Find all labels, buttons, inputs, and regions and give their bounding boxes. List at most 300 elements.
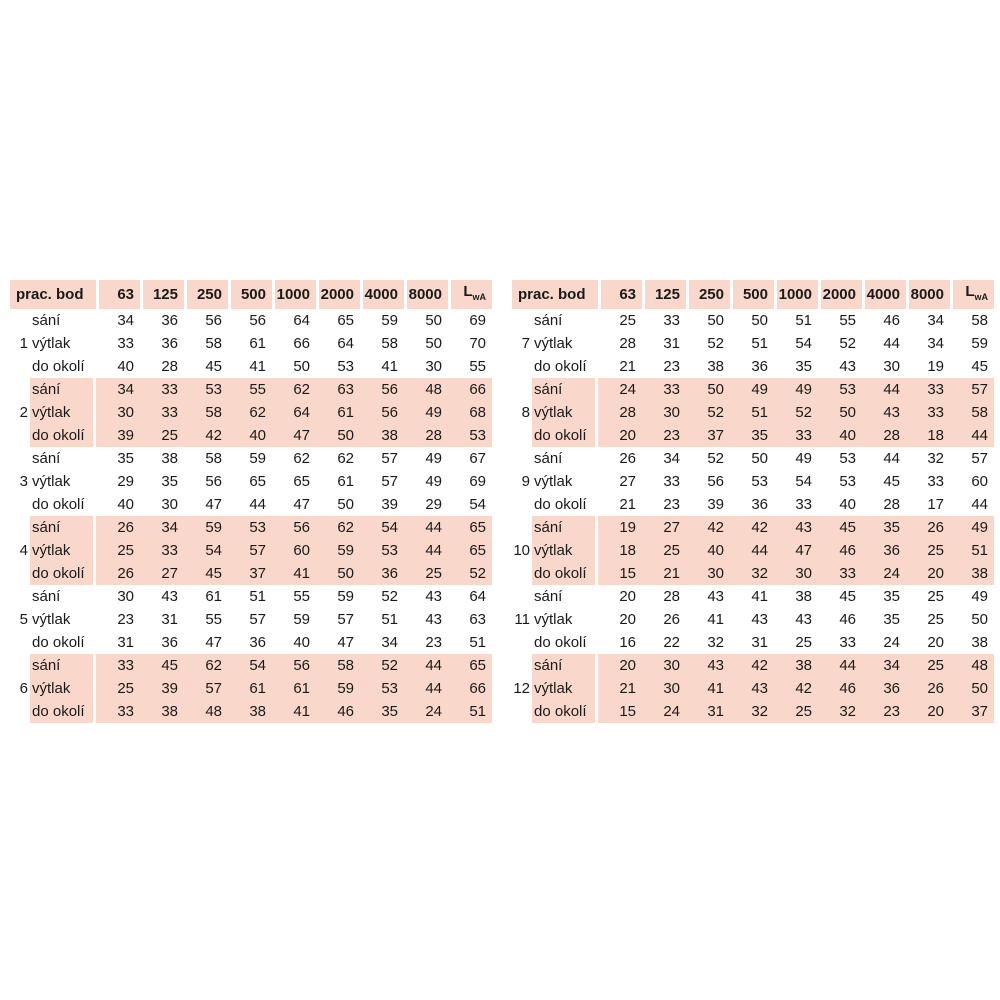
- noise-table-left: [10, 280, 492, 723]
- value-cell: 39: [140, 677, 184, 700]
- value-cell: 28: [161, 358, 178, 375]
- value-cell: 48: [404, 378, 448, 401]
- value-cell: 37: [686, 424, 730, 447]
- value-cell: 51: [249, 588, 266, 605]
- header-lwa-symbol: L: [965, 283, 975, 300]
- value-cell: 59: [316, 677, 360, 700]
- value-cell: 65: [293, 473, 310, 490]
- value-cell: 26: [663, 611, 680, 628]
- point-number: 12: [512, 654, 532, 723]
- value-cell: 35: [795, 358, 812, 375]
- value-cell: 41: [686, 677, 730, 700]
- value-cell: 49: [425, 473, 442, 490]
- value-cell: 25: [906, 654, 950, 677]
- value-cell: 30: [774, 562, 818, 585]
- table-row: [10, 608, 492, 631]
- value-cell: 28: [619, 335, 636, 352]
- value-cell: 35: [883, 588, 900, 605]
- point-number: 8: [512, 378, 532, 447]
- header-lwa-symbol: L: [463, 283, 473, 300]
- value-cell: 52: [360, 654, 404, 677]
- lwa-cell: 63: [469, 611, 486, 628]
- value-cell: 33: [906, 378, 950, 401]
- value-cell: 44: [404, 539, 448, 562]
- value-cell: 34: [140, 516, 184, 539]
- value-cell: 35: [730, 424, 774, 447]
- row-label: do okolí: [30, 700, 96, 723]
- value-cell: 53: [228, 516, 272, 539]
- table-row: [10, 562, 492, 585]
- row-label: do okolí: [532, 355, 598, 378]
- value-cell: 33: [140, 378, 184, 401]
- value-cell: 38: [707, 358, 724, 375]
- row-label: do okolí: [532, 493, 598, 516]
- table-row: [512, 378, 994, 401]
- value-cell: 23: [117, 611, 134, 628]
- value-cell: 26: [96, 562, 140, 585]
- lwa-cell: 51: [950, 539, 994, 562]
- value-cell: 31: [686, 700, 730, 723]
- value-cell: 36: [161, 335, 178, 352]
- value-cell: 42: [774, 677, 818, 700]
- row-label: výtlak: [30, 470, 96, 493]
- lwa-cell: 49: [950, 516, 994, 539]
- value-cell: 38: [795, 588, 812, 605]
- lwa-cell: 38: [950, 562, 994, 585]
- row-label: výtlak: [532, 608, 598, 631]
- table-row: [512, 608, 994, 631]
- value-cell: 43: [795, 611, 812, 628]
- value-cell: 43: [686, 654, 730, 677]
- point-number: 9: [521, 473, 530, 490]
- value-cell: 42: [686, 516, 730, 539]
- value-cell: 30: [425, 358, 442, 375]
- point-number: 3: [19, 473, 28, 490]
- row-label: do okolí: [30, 424, 96, 447]
- value-cell: 28: [883, 496, 900, 513]
- value-cell: 49: [730, 378, 774, 401]
- table-row: [10, 516, 492, 539]
- row-label: do okolí: [532, 631, 598, 654]
- value-cell: 46: [316, 700, 360, 723]
- value-cell: 40: [818, 424, 862, 447]
- value-cell: 23: [663, 358, 680, 375]
- value-cell: 42: [184, 424, 228, 447]
- row-label: sání: [30, 378, 96, 401]
- value-cell: 57: [228, 539, 272, 562]
- value-cell: 15: [598, 562, 642, 585]
- row-label: sání: [532, 447, 598, 470]
- value-cell: 36: [249, 634, 266, 651]
- value-cell: 16: [619, 634, 636, 651]
- value-cell: 18: [598, 539, 642, 562]
- value-cell: 64: [337, 335, 354, 352]
- value-cell: 47: [774, 539, 818, 562]
- value-cell: 50: [751, 312, 768, 329]
- value-cell: 24: [862, 562, 906, 585]
- value-cell: 49: [404, 401, 448, 424]
- value-cell: 31: [117, 634, 134, 651]
- value-cell: 21: [598, 677, 642, 700]
- value-cell: 58: [205, 335, 222, 352]
- table-row: [10, 332, 492, 355]
- value-cell: 51: [795, 312, 812, 329]
- table-row: [512, 332, 994, 355]
- header-freq: 63: [598, 280, 642, 309]
- table-row: [10, 539, 492, 562]
- value-cell: 34: [862, 654, 906, 677]
- value-cell: 33: [117, 335, 134, 352]
- value-cell: 57: [337, 611, 354, 628]
- header-freq: 250: [184, 280, 228, 309]
- value-cell: 62: [293, 450, 310, 467]
- table-row: [10, 355, 492, 378]
- value-cell: 34: [381, 634, 398, 651]
- value-cell: 25: [906, 539, 950, 562]
- value-cell: 25: [96, 677, 140, 700]
- value-cell: 50: [686, 378, 730, 401]
- lwa-cell: 68: [448, 401, 492, 424]
- value-cell: 30: [883, 358, 900, 375]
- value-cell: 26: [96, 516, 140, 539]
- value-cell: 30: [686, 562, 730, 585]
- value-cell: 36: [161, 312, 178, 329]
- lwa-cell: 55: [469, 358, 486, 375]
- value-cell: 38: [140, 700, 184, 723]
- table-row: [10, 447, 492, 470]
- header-freq: 500: [730, 280, 774, 309]
- value-cell: 55: [205, 611, 222, 628]
- value-cell: 41: [707, 611, 724, 628]
- value-cell: 39: [381, 496, 398, 513]
- value-cell: 40: [228, 424, 272, 447]
- value-cell: 33: [906, 401, 950, 424]
- value-cell: 47: [205, 496, 222, 513]
- value-cell: 50: [425, 312, 442, 329]
- point-number: 6: [10, 654, 30, 723]
- value-cell: 25: [140, 424, 184, 447]
- lwa-cell: 65: [448, 654, 492, 677]
- value-cell: 45: [883, 473, 900, 490]
- value-cell: 20: [927, 634, 944, 651]
- row-label: do okolí: [30, 562, 96, 585]
- row-label: výtlak: [30, 608, 96, 631]
- table-row: [10, 493, 492, 516]
- table-row: [512, 424, 994, 447]
- value-cell: 56: [249, 312, 266, 329]
- value-cell: 33: [140, 539, 184, 562]
- table-row: [10, 309, 492, 332]
- value-cell: 19: [598, 516, 642, 539]
- value-cell: 29: [425, 496, 442, 513]
- table-row: [512, 677, 994, 700]
- table-row: [10, 401, 492, 424]
- value-cell: 26: [619, 450, 636, 467]
- value-cell: 45: [205, 358, 222, 375]
- value-cell: 49: [774, 378, 818, 401]
- value-cell: 33: [839, 634, 856, 651]
- row-label: do okolí: [30, 355, 96, 378]
- value-cell: 53: [337, 358, 354, 375]
- value-cell: 25: [96, 539, 140, 562]
- value-cell: 56: [360, 401, 404, 424]
- lwa-cell: 48: [950, 654, 994, 677]
- value-cell: 20: [598, 654, 642, 677]
- row-label: do okolí: [30, 631, 96, 654]
- value-cell: 53: [360, 539, 404, 562]
- value-cell: 35: [862, 516, 906, 539]
- table-row: [512, 585, 994, 608]
- value-cell: 33: [818, 562, 862, 585]
- value-cell: 33: [795, 496, 812, 513]
- lwa-cell: 58: [950, 401, 994, 424]
- value-cell: 26: [906, 677, 950, 700]
- value-cell: 20: [619, 611, 636, 628]
- value-cell: 46: [818, 539, 862, 562]
- lwa-cell: 69: [469, 473, 486, 490]
- value-cell: 43: [839, 358, 856, 375]
- value-cell: 49: [425, 450, 442, 467]
- noise-table-right: [512, 280, 994, 723]
- header-point-label: prac. bod: [10, 280, 96, 309]
- value-cell: 38: [360, 424, 404, 447]
- lwa-cell: 52: [448, 562, 492, 585]
- value-cell: 30: [642, 654, 686, 677]
- row-label: výtlak: [532, 539, 598, 562]
- value-cell: 51: [381, 611, 398, 628]
- row-label: sání: [30, 516, 96, 539]
- value-cell: 28: [598, 401, 642, 424]
- value-cell: 58: [205, 450, 222, 467]
- value-cell: 53: [839, 450, 856, 467]
- value-cell: 25: [642, 539, 686, 562]
- row-label: do okolí: [532, 562, 598, 585]
- value-cell: 53: [839, 473, 856, 490]
- row-label: do okolí: [532, 700, 598, 723]
- value-cell: 57: [381, 473, 398, 490]
- value-cell: 30: [642, 401, 686, 424]
- value-cell: 40: [117, 496, 134, 513]
- value-cell: 46: [818, 677, 862, 700]
- value-cell: 46: [883, 312, 900, 329]
- value-cell: 18: [906, 424, 950, 447]
- value-cell: 66: [293, 335, 310, 352]
- header-lwa: [448, 280, 492, 309]
- value-cell: 44: [249, 496, 266, 513]
- value-cell: 31: [161, 611, 178, 628]
- value-cell: 55: [839, 312, 856, 329]
- value-cell: 24: [598, 378, 642, 401]
- lwa-cell: 65: [448, 539, 492, 562]
- row-label: sání: [30, 447, 96, 470]
- value-cell: 58: [381, 335, 398, 352]
- value-cell: 21: [619, 496, 636, 513]
- value-cell: 61: [316, 401, 360, 424]
- value-cell: 17: [927, 496, 944, 513]
- value-cell: 32: [818, 700, 862, 723]
- value-cell: 27: [619, 473, 636, 490]
- point-number: 10: [512, 516, 532, 585]
- lwa-cell: 57: [950, 378, 994, 401]
- value-cell: 59: [381, 312, 398, 329]
- value-cell: 15: [598, 700, 642, 723]
- header-freq: 125: [140, 280, 184, 309]
- value-cell: 52: [707, 450, 724, 467]
- value-cell: 23: [642, 424, 686, 447]
- value-cell: 65: [249, 473, 266, 490]
- value-cell: 31: [663, 335, 680, 352]
- value-cell: 42: [730, 654, 774, 677]
- value-cell: 25: [927, 611, 944, 628]
- table-row: [10, 700, 492, 723]
- value-cell: 38: [161, 450, 178, 467]
- value-cell: 58: [316, 654, 360, 677]
- value-cell: 57: [184, 677, 228, 700]
- value-cell: 45: [140, 654, 184, 677]
- table-row: [512, 447, 994, 470]
- row-label: sání: [30, 309, 96, 332]
- value-cell: 45: [818, 516, 862, 539]
- value-cell: 56: [205, 312, 222, 329]
- value-cell: 30: [642, 677, 686, 700]
- row-label: výtlak: [532, 332, 598, 355]
- value-cell: 47: [205, 634, 222, 651]
- value-cell: 36: [862, 539, 906, 562]
- value-cell: 56: [272, 654, 316, 677]
- value-cell: 47: [272, 424, 316, 447]
- point-number: 11: [514, 611, 530, 628]
- value-cell: 53: [818, 378, 862, 401]
- value-cell: 39: [96, 424, 140, 447]
- value-cell: 50: [316, 562, 360, 585]
- value-cell: 54: [228, 654, 272, 677]
- value-cell: 48: [184, 700, 228, 723]
- lwa-cell: 54: [469, 496, 486, 513]
- header-freq: 2000: [316, 280, 360, 309]
- value-cell: 28: [862, 424, 906, 447]
- lwa-cell: 49: [971, 588, 988, 605]
- table-row: [10, 631, 492, 654]
- table-row: [512, 355, 994, 378]
- value-cell: 56: [707, 473, 724, 490]
- row-label: výtlak: [532, 470, 598, 493]
- value-cell: 28: [404, 424, 448, 447]
- value-cell: 59: [293, 611, 310, 628]
- value-cell: 44: [862, 378, 906, 401]
- value-cell: 30: [96, 401, 140, 424]
- value-cell: 43: [862, 401, 906, 424]
- header-freq: 8000: [906, 280, 950, 309]
- value-cell: 49: [795, 450, 812, 467]
- row-label: výtlak: [30, 677, 96, 700]
- value-cell: 36: [161, 634, 178, 651]
- row-label: výtlak: [30, 539, 96, 562]
- value-cell: 25: [927, 588, 944, 605]
- lwa-cell: 66: [448, 378, 492, 401]
- value-cell: 33: [140, 401, 184, 424]
- row-label: sání: [532, 654, 598, 677]
- value-cell: 38: [228, 700, 272, 723]
- value-cell: 63: [316, 378, 360, 401]
- value-cell: 34: [927, 335, 944, 352]
- value-cell: 65: [337, 312, 354, 329]
- value-cell: 32: [730, 700, 774, 723]
- value-cell: 43: [161, 588, 178, 605]
- value-cell: 45: [184, 562, 228, 585]
- header-freq: 250: [686, 280, 730, 309]
- header-row: [512, 280, 994, 309]
- value-cell: 62: [184, 654, 228, 677]
- value-cell: 31: [751, 634, 768, 651]
- value-cell: 34: [117, 312, 134, 329]
- value-cell: 38: [774, 654, 818, 677]
- lwa-cell: 67: [469, 450, 486, 467]
- row-label: sání: [30, 585, 96, 608]
- value-cell: 61: [205, 588, 222, 605]
- value-cell: 28: [663, 588, 680, 605]
- value-cell: 20: [598, 424, 642, 447]
- value-cell: 59: [316, 539, 360, 562]
- value-cell: 33: [774, 424, 818, 447]
- value-cell: 54: [795, 473, 812, 490]
- value-cell: 62: [272, 378, 316, 401]
- lwa-cell: 57: [971, 450, 988, 467]
- value-cell: 33: [663, 473, 680, 490]
- value-cell: 64: [272, 401, 316, 424]
- lwa-cell: 65: [448, 516, 492, 539]
- header-row: [10, 280, 492, 309]
- value-cell: 35: [883, 611, 900, 628]
- lwa-cell: 37: [950, 700, 994, 723]
- lwa-cell: 66: [448, 677, 492, 700]
- value-cell: 55: [293, 588, 310, 605]
- value-cell: 44: [883, 335, 900, 352]
- value-cell: 50: [818, 401, 862, 424]
- value-cell: 40: [839, 496, 856, 513]
- value-cell: 35: [161, 473, 178, 490]
- row-label: výtlak: [30, 332, 96, 355]
- lwa-cell: 51: [448, 700, 492, 723]
- value-cell: 35: [360, 700, 404, 723]
- value-cell: 32: [927, 450, 944, 467]
- lwa-cell: 50: [950, 677, 994, 700]
- header-freq: 8000: [404, 280, 448, 309]
- table-row: [512, 654, 994, 677]
- value-cell: 43: [425, 588, 442, 605]
- value-cell: 44: [883, 450, 900, 467]
- lwa-cell: 69: [469, 312, 486, 329]
- lwa-cell: 60: [971, 473, 988, 490]
- value-cell: 58: [184, 401, 228, 424]
- lwa-cell: 53: [448, 424, 492, 447]
- value-cell: 34: [927, 312, 944, 329]
- value-cell: 25: [795, 634, 812, 651]
- value-cell: 57: [381, 450, 398, 467]
- value-cell: 56: [205, 473, 222, 490]
- value-cell: 36: [751, 496, 768, 513]
- value-cell: 61: [337, 473, 354, 490]
- value-cell: 25: [774, 700, 818, 723]
- value-cell: 32: [707, 634, 724, 651]
- value-cell: 56: [360, 378, 404, 401]
- row-label: do okolí: [30, 493, 96, 516]
- value-cell: 41: [381, 358, 398, 375]
- header-freq: 500: [228, 280, 272, 309]
- table-row: [10, 378, 492, 401]
- table-row: [10, 424, 492, 447]
- table-row: [10, 470, 492, 493]
- lwa-cell: 70: [469, 335, 486, 352]
